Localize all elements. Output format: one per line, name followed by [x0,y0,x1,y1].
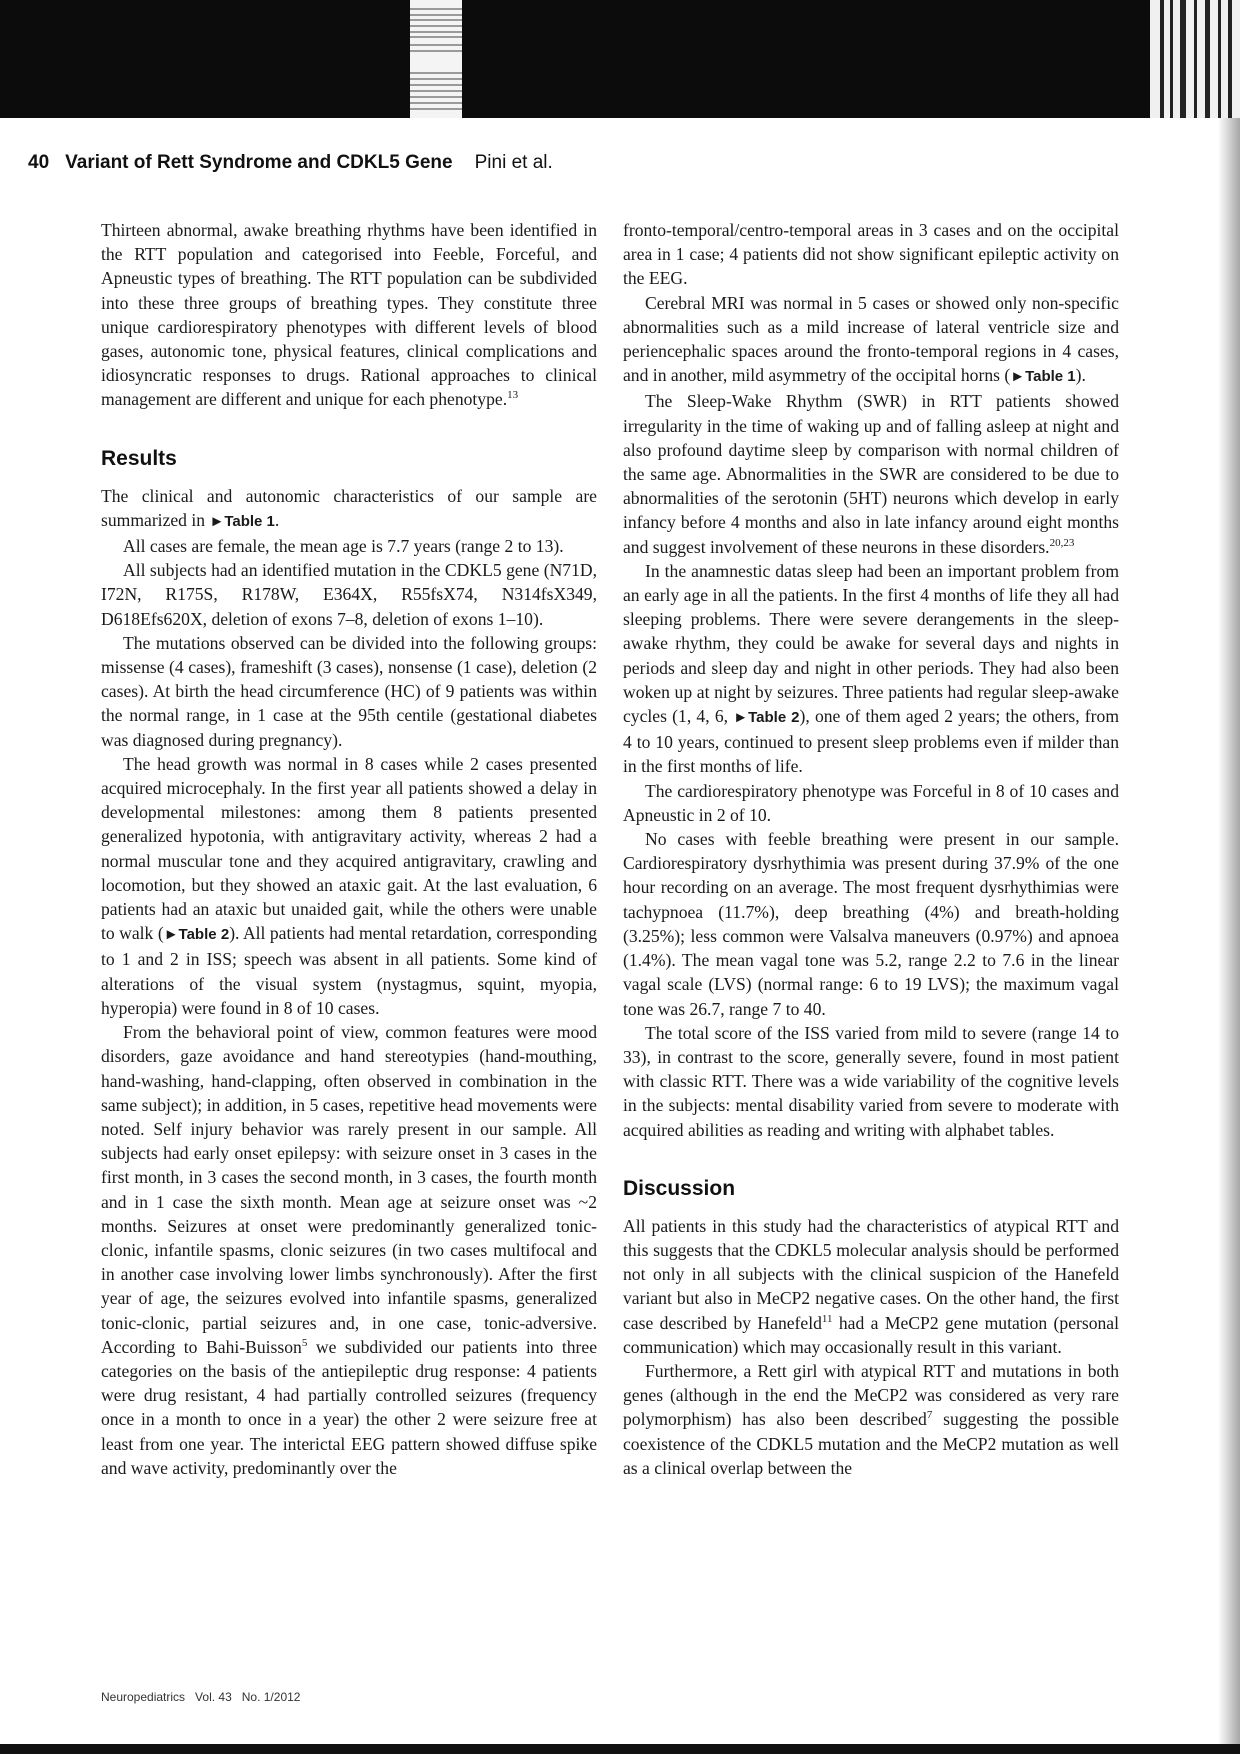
table-reference[interactable]: ►Table 2 [163,926,230,944]
scan-dark-band [0,0,1240,118]
journal-name: Neuropediatrics [101,1690,186,1704]
table-reference[interactable]: ►Table 1 [209,512,275,530]
page-number: 40 [28,152,50,173]
paragraph: The mutations observed can be divided into the following groups: missense (4 cases), frameshift (3 cases), nonsense (1 case), deletion (2 cases). At birth the head circumference (HC) of 9 patients was within the normal range, in 1 case at the 95th centile (gestational diabetes was diagnosed during pregnancy). [101,632,597,750]
table-reference[interactable]: ►Table 1 [1010,368,1076,386]
paragraph: All subjects had an identified mutation in the CDKL5 gene (N71D, I72N, R175S, R178W, E364X, R55fsX74, N314fsX349, D618Efs620X, deletion of exons 7–8, deletion of exons 1–10). [101,560,597,629]
scan-right-shadow [1218,118,1240,1754]
journal-issue: No. 1/2012 [241,1690,301,1704]
paragraph: No cases with feeble breathing were present in our sample. Cardiorespiratory dysrhythimia was present during 37.9% of the one hour recording on an average. The most frequent dysrhythimias were tachypnoea (11.7%), deep breathing (4%) and breath-holding (3.25%); less common were Valsalva maneuvers (0.97%) and apnoea (1.4%). The mean vagal tone was 5.2, range 2.2 to 7.6 in the linear vagal scale (LVS) (normal range: 6 to 19 LVS); the maximum vagal tone was 26.7, range 7 to 40. [623,829,1119,1019]
paragraph: The total score of the ISS varied from mild to severe (range 14 to 33), in contrast to the score, generally severe, found in most patient with classic RTT. There was a wide variability of the cognitive levels in the subjects: mental disability varied from severe to moderate with acquired abilities as reading and writing with alphabet tables. [623,1022,1119,1140]
paragraph: From the behavioral point of view, common features were mood disorders, gaze avoidance and hand stereotypies (hand-mouthing, hand-washing, hand-clapping, often observed in combination in the same subject); in addition, in 5 cases, repetitive head movements were noted. Self injury behavior was rarely present in our sample. All subjects had early onset epilepsy: with seizure onset in 3 cases in the first month, in 3 cases the second month, in 3 cases, the fourth month and in 1 case the sixth month. Mean age at seizure onset was ~2 months. Seizures at onset were predominantly generalized tonic-clonic, infantile spasms, clonic seizures (in two cases multifocal and in another case involving lower limbs synchronously). After the first year of age, the seizures evolved into infantile spasms, generalized tonic-clonic, partial seizures and, in one case, tonic-adversive. According to Bahi-Buisson$^5$ we subdivided our patients into three categories on the basis of the antiepileptic drug response: 4 patients were drug resistant, 4 had partially controlled seizures (frequency once in a month to once in a year) the other 2 were seizure free at least from one year. The interictal EEG pattern showed diffuse spike and wave activity, predominantly over the [101,1022,597,1478]
running-title: Variant of Rett Syndrome and CDKL5 Gene [65,152,453,173]
running-head [28,152,553,174]
paragraph: The Sleep-Wake Rhythm (SWR) in RTT patients showed irregularity in the time of waking up and of falling asleep at night and also profound daytime sleep by comparison with normal children of the same age. Abnormalities in the SWR are considered to be due to abnormalities of the serotonin (5HT) neurons which develop in early infancy before 4 months and also in late infancy around eight months and suggest involvement of these neurons in these disorders.$^{20,23}$ [623,391,1119,557]
scan-barcode-strip [410,0,462,118]
left-column [101,218,597,1480]
paragraph: Thirteen abnormal, awake breathing rhythms have been identified in the RTT population and categorised into Feeble, Forceful, and Apneustic types of breathing. The RTT population can be subdivided into these three groups of breathing types. They constitute three unique cardiorespiratory phenotypes with different levels of blood gases, autonomic tone, physical features, clinical complications and idiosyncratic responses to drugs. Rational approaches to clinical management are different and unique for each phenotype.$^{13}$ [101,220,597,410]
paragraph: Cerebral MRI was normal in 5 cases or showed only non-specific abnormalities such as a mild increase of lateral ventricle size and periencephalic spaces around the fronto-temporal regions in 4 cases, and in another, mild asymmetry of the occipital horns (►Table 1). [623,292,1119,386]
paragraph: In the anamnestic datas sleep had been an important problem from an early age in all the patients. In the first 4 months of life they all had sleeping problems. There were severe derangements in the sleep-awake rhythm, they could be awake for several days and nights in periods and sleep day and night in other periods. They had also been woken up at night by seizures. Three patients had regular sleep-awake cycles (1, 4, 6, ►Table 2), one of them aged 2 years; the others, from 4 to 10 years, continued to present sleep problems even if milder than in the first months of life. [623,560,1119,777]
scan-right-marks [1150,0,1240,118]
journal-volume: Vol. 43 [195,1690,232,1704]
paragraph: All patients in this study had the characteristics of atypical RTT and this suggests that the CDKL5 molecular analysis should be performed not only in all subjects with the clinical suspicion of the Hanefeld variant but also in MeCP2 negative cases. On the other hand, the first case described by Hanefeld$^{11}$ had a MeCP2 gene mutation (personal communication) which may occasionally result in this variant. [623,1215,1119,1357]
table-reference[interactable]: ►Table 2 [733,709,800,727]
paragraph: The cardiorespiratory phenotype was Forceful in 8 of 10 cases and Apneustic in 2 of 10. [623,780,1119,825]
section-heading-results: Results [101,446,177,470]
scan-bottom-band [0,1744,1240,1754]
running-authors: Pini et al. [474,152,553,173]
citation: 11 [821,1312,833,1325]
paragraph: The clinical and autonomic characteristics of our sample are summarized in ►Table 1. [101,485,597,530]
paragraph: fronto-temporal/centro-temporal areas in 3 cases and on the occipital area in 1 case; 4 patients did not show significant epileptic activity on the EEG. [623,220,1119,289]
citation: 13 [507,389,519,402]
section-heading-discussion: Discussion [623,1176,736,1200]
citation: 5 [301,1336,308,1349]
page-footer [101,1690,310,1704]
citation: 20,23 [1049,536,1075,549]
citation: 7 [926,1409,933,1422]
paragraph: Furthermore, a Rett girl with atypical RTT and mutations in both genes (although in the end the MeCP2 was considered as very rare polymorphism) has also been described$^7$ suggesting the possible coexistence of the CDKL5 mutation and the MeCP2 mutation as well as a clinical overlap between the [623,1360,1119,1478]
paragraph: The head growth was normal in 8 cases while 2 cases presented acquired microcephaly. In the first year all patients showed a delay in developmental milestones: among them 8 patients presented generalized hypotonia, with antigravitary activity, whereas 2 had a normal muscular tone and they acquired antigravitary, crawling and locomotion, but they showed an ataxic gait. At the last evaluation, 6 patients had an ataxic but unaided gait, while the others were unable to walk (►Table 2). All patients had mental retardation, corresponding to 1 and 2 in ISS; speech was absent in all patients. Some kind of alterations of the visual system (nystagmus, squint, myopia, hyperopia) were found in 8 of 10 cases. [101,753,598,1018]
right-column [623,218,1119,1480]
paragraph: All cases are female, the mean age is 7.7 years (range 2 to 13). [123,536,564,557]
